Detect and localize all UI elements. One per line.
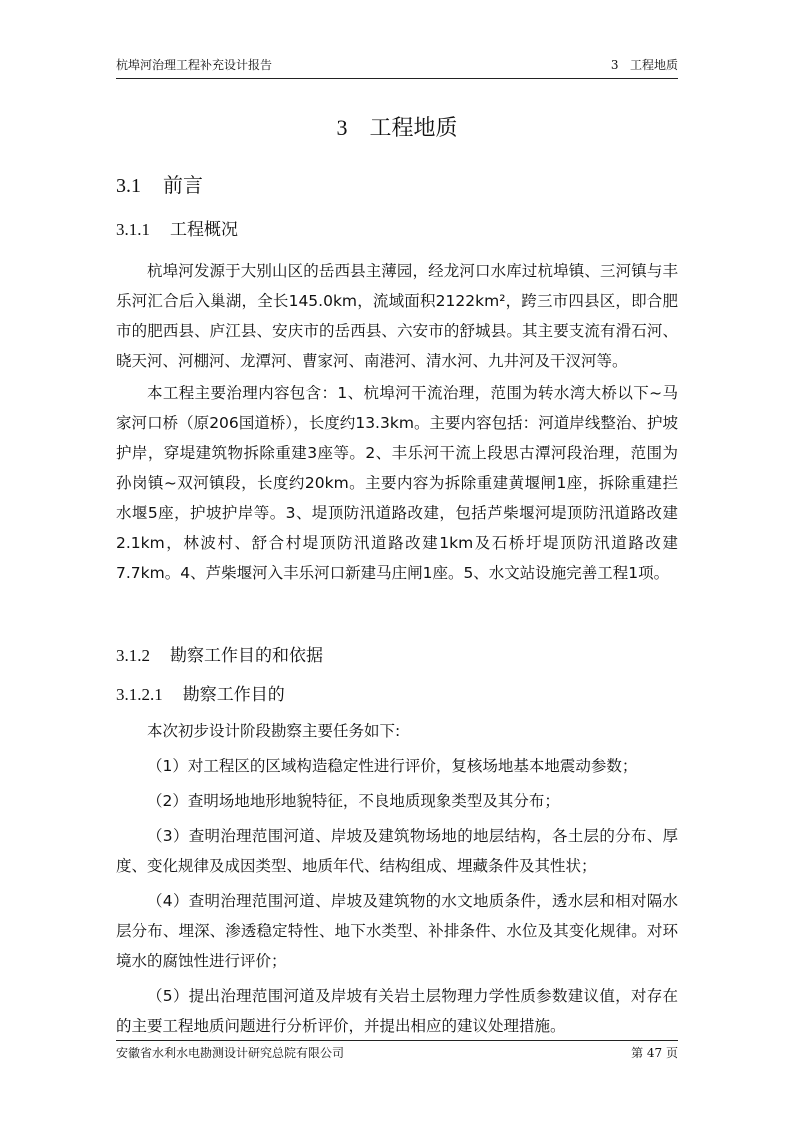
overview-body — [116, 256, 678, 588]
header-document-title: 杭埠河治理工程补充设计报告 — [116, 58, 273, 72]
subsubsection-heading-purpose — [116, 683, 285, 707]
task-item: （1）对工程区的区域构造稳定性进行评价，复核场地基本地震动参数； — [147, 757, 638, 775]
subsection-heading-overview — [116, 218, 238, 242]
subsection-number: 3.1.2 — [116, 646, 150, 665]
section-number: 3.1 — [116, 175, 141, 197]
chapter-title-text: 工程地质 — [369, 116, 458, 141]
subsubsection-number: 3.1.2.1 — [116, 685, 163, 704]
page-footer — [116, 1040, 678, 1060]
paragraph: 杭埠河发源于大别山区的岳西县主薄园，经龙河口水库过杭埠镇、三河镇与丰乐河汇合后入巢湖，全长145.0km，流域面积2122km²，跨三市四县区，即合肥市的肥西县、庐江县、安庆市的岳西县、六安市的舒城县。其主要支流有滑石河、晓天河、河棚河、龙潭河、曹家河、南港河、清水河、九井河及干汊河等。 — [116, 262, 678, 370]
subsection-heading-purpose-basis — [116, 644, 323, 668]
purpose-intro: 本次初步设计阶段勘察主要任务如下: — [147, 722, 401, 740]
subsection-title: 工程概况 — [170, 220, 238, 240]
task-item: （2）查明场地地形地貌特征，不良地质现象类型及其分布； — [147, 792, 560, 810]
page-header — [116, 56, 678, 79]
chapter-title — [0, 114, 794, 143]
page-number: 第 47 页 — [631, 1046, 678, 1060]
footer-company: 安徽省水利水电勘测设计研究总院有限公司 — [116, 1046, 345, 1060]
section-heading — [116, 172, 203, 199]
subsection-title: 勘察工作目的和依据 — [170, 646, 323, 666]
task-item: （5）提出治理范围河道及岸坡有关岩土层物理力学性质参数建议值，对存在的主要工程地质问题进行分析评价，并提出相应的建议处理措施。 — [116, 987, 678, 1035]
subsubsection-title: 勘察工作目的 — [182, 685, 285, 705]
chapter-number: 3 — [336, 115, 348, 140]
task-item: （3）查明治理范围河道、岸坡及建筑物场地的地层结构，各土层的分布、厚度、变化规律及成因类型、地质年代、结构组成、埋藏条件及其性状； — [116, 827, 678, 875]
paragraph: 本工程主要治理内容包含：1、杭埠河干流治理，范围为转水湾大桥以下~马家河口桥（原206国道桥），长度约13.3km。主要内容包括：河道岸线整治、护坡护岸，穿堤建筑物拆除重建3座等。2、丰乐河干流上段思古潭河段治理，范围为孙岗镇~双河镇段，长度约20km。主要内容为拆除重建黄堰闸1座，拆除重建拦水堰5座，护坡护岸等。3、堤顶防汛道路改建，包括芦柴堰河堤顶防汛道路改建2.1km，林波村、舒合村堤顶防汛道路改建1km及石桥圩堤顶防汛道路改建7.7km。4、芦柴堰河入丰乐河口新建马庄闸1座。5、水文站设施完善工程1项。 — [116, 384, 678, 582]
task-item: （4）查明治理范围河道、岸坡及建筑物的水文地质条件，透水层和相对隔水层分布、埋深、渗透稳定特性、地下水类型、补排条件、水位及其变化规律。对环境水的腐蚀性进行评价； — [116, 892, 678, 970]
purpose-body — [116, 716, 678, 1041]
header-chapter-label: 3 工程地质 — [610, 58, 678, 72]
subsection-number: 3.1.1 — [116, 220, 150, 239]
section-title: 前言 — [163, 173, 203, 197]
